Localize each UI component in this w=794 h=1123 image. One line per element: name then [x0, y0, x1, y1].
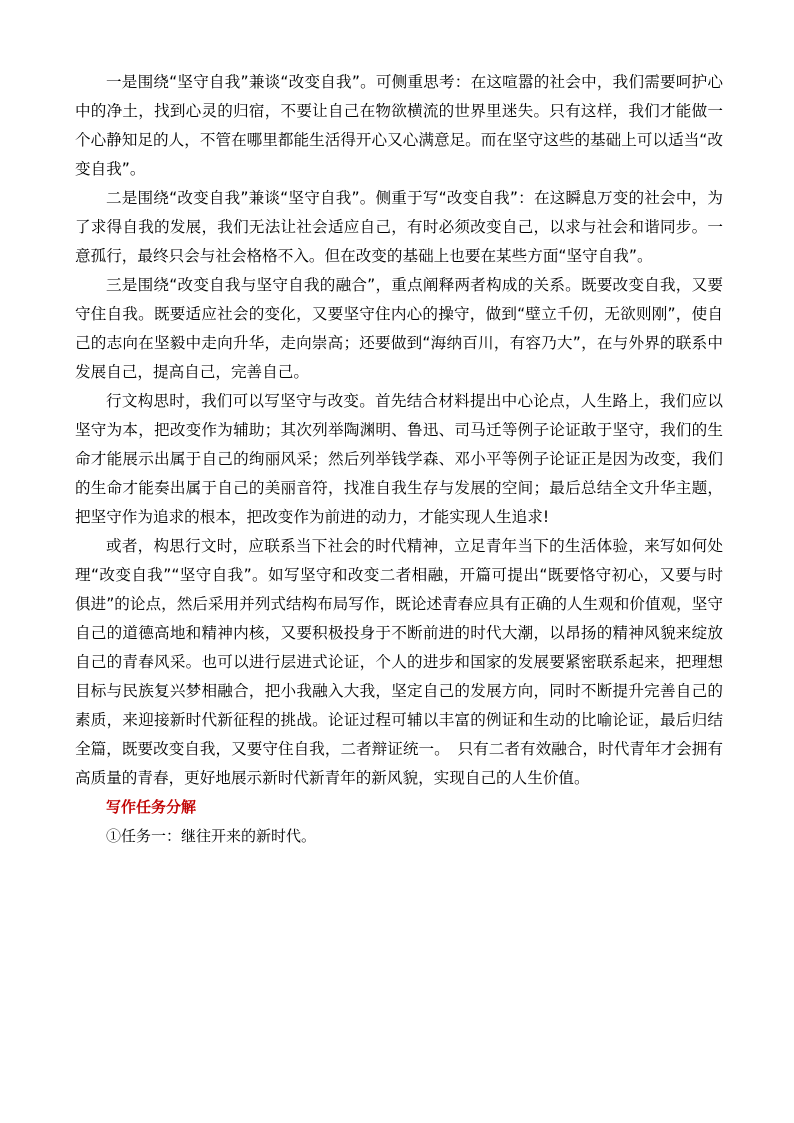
paragraph-4: 行文构思时，我们可以写坚守与改变。首先结合材料提出中心论点，人生路上，我们应以坚守为本，把改变作为辅助；其次列举陶渊明、鲁迅、司马迁等例子论证敢于坚守，我们的生命才能展示出属于自己的绚丽风采；然后列举钱学森、邓小平等例子论证正是因为改变，我们的生命才能奏出属于自己的美丽音符，找准自我生存与发展的空间；最后总结全文升华主题，把坚守作为追求的根本，把改变作为前进的动力，才能实现人生追求!: [75, 392, 723, 526]
paragraph-2: 二是围绕“改变自我”兼谈“坚守自我”。侧重于写“改变自我”：在这瞬息万变的社会中，为了求得自我的发展，我们无法让社会适应自己，有时必须改变自己，以求与社会和谐同步。一意孤行，最终只会与社会格格不入。但在改变的基础上也要在某些方面“坚守自我”。: [75, 189, 723, 265]
paragraph-5: 或者，构思行文时，应联系当下社会的时代精神，立足青年当下的生活体验，来写如何处理“改变自我”“坚守自我”。如写坚守和改变二者相融，开篇可提出“既要恪守初心，又要与时俱进”的论点，然后采用并列式结构布局写作，既论述青春应具有正确的人生观和价值观，坚守自己的道德高地和精神内核，又要积极投身于不断前进的时代大潮，以昂扬的精神风貌来绽放自己的青春风采。也可以进行层进式论证，个人的进步和国家的发展要紧密联系起来，把理想目标与民族复兴梦相融合，把小我融入大我，坚定自己的发展方向，同时不断提升完善自己的素质，来迎接新时代新征程的挑战。论证过程可辅以丰富的例证和生动的比喻论证，最后归结全篇，既要改变自我，又要守住自我，二者辩证统一。 只有二者有效融合，时代青年才会拥有高质量的青春，更好地展示新时代新青年的新风貌，实现自己的人生价值。: [75, 537, 723, 787]
section-heading: 写作任务分解: [106, 798, 197, 816]
document-page: [75, 68, 723, 851]
task-item: ①任务一：继往开来的新时代。: [106, 827, 317, 845]
paragraph-1: 一是围绕“坚守自我”兼谈“改变自我”。可侧重思考：在这喧嚣的社会中，我们需要呵护心中的净土，找到心灵的归宿，不要让自己在物欲横流的世界里迷失。只有这样，我们才能做一个心静知足的人，不管在哪里都能生活得开心又心满意足。而在坚守这些的基础上可以适当“改变自我”。: [75, 73, 723, 178]
paragraph-3: 三是围绕“改变自我与坚守自我的融合”，重点阐释两者构成的关系。既要改变自我，又要守住自我。既要适应社会的变化，又要坚守住内心的操守，做到“壁立千仞，无欲则刚”，使自己的志向在坚毅中走向升华，走向崇高；还要做到“海纳百川，有容乃大”，在与外界的联系中发展自己，提高自己，完善自己。: [75, 276, 723, 381]
